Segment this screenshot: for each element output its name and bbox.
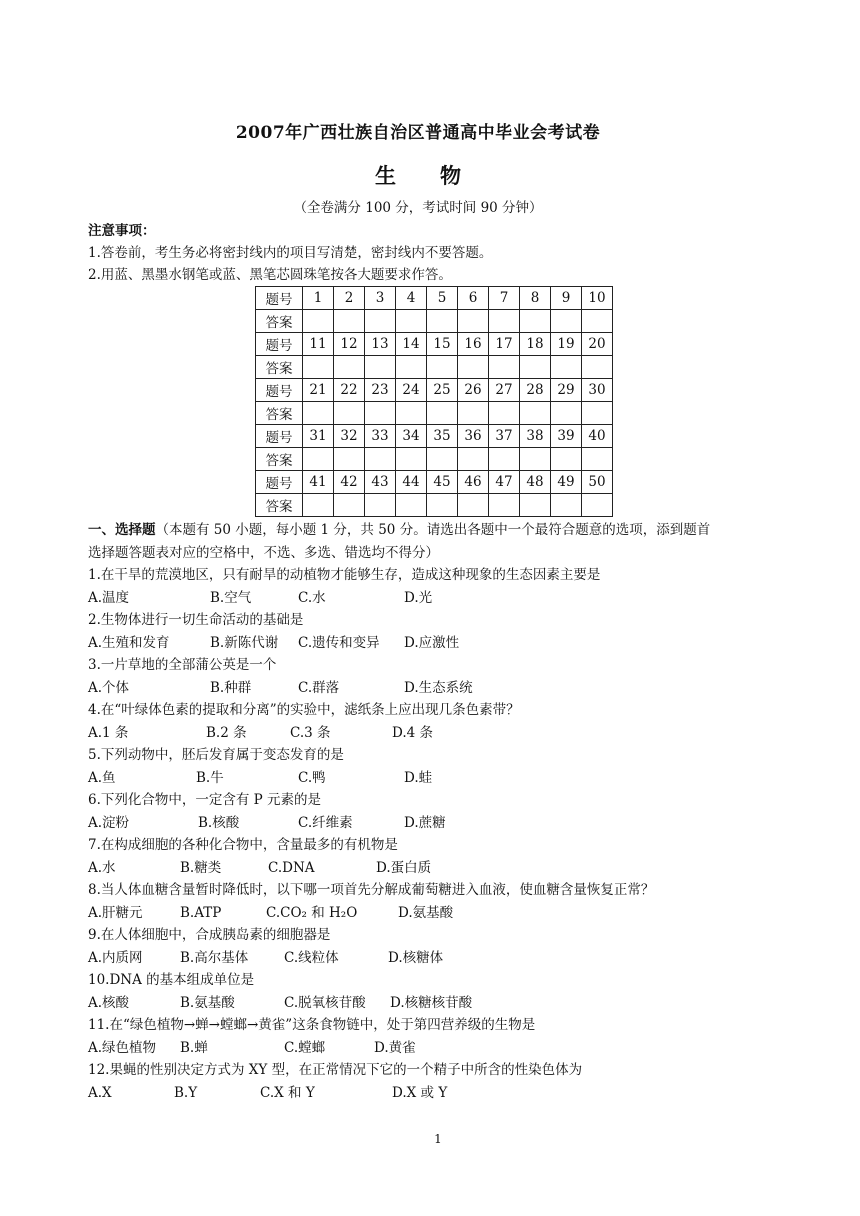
question-stem: 4.在“叶绿体色素的提取和分离”的实验中，滤纸条上应出现几条色素带？	[88, 702, 520, 718]
question-number-cell: 13	[365, 333, 396, 356]
option-d: D.核糖体	[388, 949, 444, 966]
question-number-cell: 20	[582, 333, 613, 356]
option-c: C.CO₂ 和 H₂O	[266, 904, 358, 921]
answer-cell[interactable]	[489, 356, 520, 379]
row-label-answer: 答案	[256, 402, 303, 425]
question-stem: 9.在人体细胞中，合成胰岛素的细胞器是	[88, 927, 331, 943]
answer-cell[interactable]	[520, 448, 551, 471]
answer-row	[256, 356, 613, 379]
question-number-cell: 33	[365, 425, 396, 448]
score-time-note: （全卷满分 100 分，考试时间 90 分钟）	[293, 200, 543, 216]
answer-cell[interactable]	[396, 402, 427, 425]
question-number-cell: 44	[396, 471, 427, 494]
answer-cell[interactable]	[303, 356, 334, 379]
option-d: D.蔗糖	[404, 814, 446, 831]
answer-cell[interactable]	[489, 310, 520, 333]
question-number-cell: 27	[489, 379, 520, 402]
row-label-answer: 答案	[256, 310, 303, 333]
question-options	[88, 947, 788, 970]
question-number-cell: 9	[551, 287, 582, 310]
option-c: C.线粒体	[284, 949, 339, 966]
question-number-cell: 4	[396, 287, 427, 310]
answer-cell[interactable]	[582, 310, 613, 333]
option-d: D.核糖核苷酸	[390, 994, 473, 1011]
answer-cell[interactable]	[551, 310, 582, 333]
option-d: D.氨基酸	[398, 904, 454, 921]
question-number-cell: 36	[458, 425, 489, 448]
option-a: A.鱼	[88, 769, 116, 786]
option-c: C.鸭	[298, 769, 326, 786]
subject-title	[88, 160, 748, 190]
row-label-answer: 答案	[256, 494, 303, 517]
answer-cell[interactable]	[458, 494, 489, 517]
option-d: D.光	[404, 589, 433, 606]
answer-cell[interactable]	[582, 448, 613, 471]
question-number-cell: 46	[458, 471, 489, 494]
section-instruction-a: （本题有 50 小题，每小题 1 分，共 50 分。请选出各题中一个最符合题意的选项，添到题首	[155, 522, 711, 538]
option-c: C.水	[298, 589, 326, 606]
answer-cell[interactable]	[427, 356, 458, 379]
exam-title: 2007年广西壮族自治区普通高中毕业会考试卷	[235, 123, 601, 143]
question-stem: 1.在干旱的荒漠地区，只有耐旱的动植物才能够生存，造成这种现象的生态因素主要是	[88, 567, 601, 583]
subject-char-2: 物	[440, 163, 461, 188]
option-b: B.高尔基体	[180, 949, 249, 966]
option-d: D.4 条	[392, 724, 434, 741]
row-label-question: 题号	[256, 333, 303, 356]
section-title: 一、选择题	[88, 522, 156, 538]
option-b: B.牛	[196, 769, 224, 786]
option-d: D.X 或 Y	[392, 1084, 448, 1101]
question-number-row	[256, 471, 613, 494]
answer-cell[interactable]	[520, 402, 551, 425]
option-c: C.群落	[298, 679, 340, 696]
question-list	[88, 564, 788, 1104]
answer-cell[interactable]	[582, 494, 613, 517]
question-number-row	[256, 287, 613, 310]
answer-cell[interactable]	[303, 402, 334, 425]
question-number-cell: 42	[334, 471, 365, 494]
option-a: A.1 条	[88, 724, 129, 741]
question-stem: 8.当人体血糖含量暂时降低时，以下哪一项首先分解成葡萄糖进入血液，使血糖含量恢复正常？	[88, 882, 655, 898]
option-d: D.生态系统	[404, 679, 473, 696]
question-options	[88, 1037, 788, 1060]
question-number-cell: 10	[582, 287, 613, 310]
answer-cell[interactable]	[458, 448, 489, 471]
answer-cell[interactable]	[520, 494, 551, 517]
option-a: A.绿色植物	[88, 1039, 157, 1056]
question-number-cell: 37	[489, 425, 520, 448]
question-options	[88, 902, 788, 925]
answer-cell[interactable]	[334, 448, 365, 471]
option-d: D.蛋白质	[376, 859, 432, 876]
question-options	[88, 812, 788, 835]
section-choice	[88, 519, 788, 1104]
answer-cell[interactable]	[396, 356, 427, 379]
question-stem: 7.在构成细胞的各种化合物中，含量最多的有机物是	[88, 837, 398, 853]
question-options	[88, 767, 788, 790]
question-stem: 2.生物体进行一切生命活动的基础是	[88, 612, 304, 628]
answer-cell[interactable]	[396, 310, 427, 333]
note-item: 1.答卷前，考生务必将密封线内的项目写清楚，密封线内不要答题。	[88, 245, 493, 261]
question-number-cell: 2	[334, 287, 365, 310]
answer-cell[interactable]	[520, 310, 551, 333]
answer-cell[interactable]	[458, 310, 489, 333]
question-number-cell: 45	[427, 471, 458, 494]
answer-row	[256, 402, 613, 425]
question-number-cell: 39	[551, 425, 582, 448]
option-a: A.内质网	[88, 949, 143, 966]
answer-table	[255, 286, 613, 517]
option-b: B.2 条	[206, 724, 247, 741]
question-number-cell: 26	[458, 379, 489, 402]
question-number-cell: 35	[427, 425, 458, 448]
option-b: B.氨基酸	[180, 994, 235, 1011]
option-d: D.应激性	[404, 634, 460, 651]
question-number-cell: 23	[365, 379, 396, 402]
question-number-row	[256, 333, 613, 356]
question-number-cell: 12	[334, 333, 365, 356]
row-label-question: 题号	[256, 287, 303, 310]
option-c: C.纤维素	[298, 814, 353, 831]
question-options	[88, 857, 788, 880]
option-b: B.核酸	[198, 814, 240, 831]
question-stem: 10.DNA 的基本组成单位是	[88, 972, 255, 988]
question-number-cell: 1	[303, 287, 334, 310]
notes-heading: 注意事项：	[88, 223, 156, 239]
question-stem: 3.一片草地的全部蒲公英是一个	[88, 657, 277, 673]
answer-cell[interactable]	[458, 356, 489, 379]
answer-cell[interactable]	[365, 310, 396, 333]
question-number-cell: 6	[458, 287, 489, 310]
question-number-cell: 34	[396, 425, 427, 448]
option-c: C.脱氧核苷酸	[284, 994, 366, 1011]
option-c: C.3 条	[290, 724, 331, 741]
question-number-cell: 41	[303, 471, 334, 494]
question-number-cell: 28	[520, 379, 551, 402]
question-number-cell: 15	[427, 333, 458, 356]
answer-cell[interactable]	[582, 356, 613, 379]
question-number-cell: 21	[303, 379, 334, 402]
option-a: A.生殖和发育	[88, 634, 170, 651]
question-number-cell: 24	[396, 379, 427, 402]
question-stem: 12.果蝇的性别决定方式为 XY 型，在正常情况下它的一个精子中所含的性染色体为	[88, 1062, 583, 1078]
section-heading	[88, 519, 788, 542]
option-a: A.肝糖元	[88, 904, 143, 921]
answer-cell[interactable]	[365, 402, 396, 425]
subject-char-1: 生	[375, 163, 396, 188]
answer-row	[256, 310, 613, 333]
question-number-cell: 32	[334, 425, 365, 448]
answer-row	[256, 494, 613, 517]
question-stem: 6.下列化合物中，一定含有 P 元素的是	[88, 792, 322, 808]
row-label-answer: 答案	[256, 448, 303, 471]
option-b: B.空气	[210, 589, 252, 606]
option-a: A.个体	[88, 679, 130, 696]
row-label-question: 题号	[256, 425, 303, 448]
answer-cell[interactable]	[396, 494, 427, 517]
option-c: C.X 和 Y	[260, 1084, 315, 1101]
question-options	[88, 632, 788, 655]
row-label-question: 题号	[256, 379, 303, 402]
question-options	[88, 587, 788, 610]
question-number-cell: 48	[520, 471, 551, 494]
question-number-cell: 43	[365, 471, 396, 494]
question-stem: 11.在“绿色植物→蝉→螳螂→黄雀”这条食物链中，处于第四营养级的生物是	[88, 1017, 536, 1033]
question-number-cell: 38	[520, 425, 551, 448]
answer-cell[interactable]	[551, 356, 582, 379]
option-a: A.温度	[88, 589, 130, 606]
question-options	[88, 677, 788, 700]
question-number-cell: 30	[582, 379, 613, 402]
question-options	[88, 1082, 788, 1105]
question-number-row	[256, 425, 613, 448]
answer-cell[interactable]	[303, 310, 334, 333]
answer-cell[interactable]	[427, 402, 458, 425]
answer-cell[interactable]	[489, 448, 520, 471]
answer-cell[interactable]	[396, 448, 427, 471]
question-options	[88, 992, 788, 1015]
answer-cell[interactable]	[551, 402, 582, 425]
option-b: B.蝉	[180, 1039, 208, 1056]
question-number-cell: 49	[551, 471, 582, 494]
answer-cell[interactable]	[365, 356, 396, 379]
option-a: A.淀粉	[88, 814, 130, 831]
question-number-cell: 31	[303, 425, 334, 448]
question-number-cell: 14	[396, 333, 427, 356]
answer-cell[interactable]	[303, 448, 334, 471]
option-c: C.螳螂	[284, 1039, 326, 1056]
question-number-cell: 3	[365, 287, 396, 310]
question-number-cell: 25	[427, 379, 458, 402]
question-number-cell: 11	[303, 333, 334, 356]
question-number-cell: 7	[489, 287, 520, 310]
answer-cell[interactable]	[334, 494, 365, 517]
option-b: B.ATP	[180, 904, 222, 921]
answer-cell[interactable]	[489, 494, 520, 517]
question-number-cell: 47	[489, 471, 520, 494]
answer-cell[interactable]	[489, 402, 520, 425]
question-number-cell: 19	[551, 333, 582, 356]
answer-cell[interactable]	[582, 402, 613, 425]
option-a: A.X	[88, 1084, 112, 1101]
answer-cell[interactable]	[365, 448, 396, 471]
question-number-cell: 50	[582, 471, 613, 494]
option-b: B.新陈代谢	[210, 634, 279, 651]
answer-cell[interactable]	[551, 494, 582, 517]
section-instruction-b: 选择题答题表对应的空格中，不选、多选、错选均不得分）	[88, 544, 439, 561]
row-label-question: 题号	[256, 471, 303, 494]
option-c: C.遗传和变异	[298, 634, 380, 651]
question-number-cell: 40	[582, 425, 613, 448]
option-c: C.DNA	[268, 859, 315, 876]
option-b: B.糖类	[180, 859, 222, 876]
answer-cell[interactable]	[458, 402, 489, 425]
answer-cell[interactable]	[303, 494, 334, 517]
question-number-row	[256, 379, 613, 402]
answer-cell[interactable]	[427, 494, 458, 517]
question-stem: 5.下列动物中，胚后发育属于变态发育的是	[88, 747, 344, 763]
question-number-cell: 17	[489, 333, 520, 356]
note-item: 2.用蓝、黑墨水钢笔或蓝、黑笔芯圆珠笔按各大题要求作答。	[88, 267, 452, 283]
option-a: A.水	[88, 859, 116, 876]
answer-cell[interactable]	[334, 402, 365, 425]
answer-cell[interactable]	[520, 356, 551, 379]
question-number-cell: 29	[551, 379, 582, 402]
option-d: D.黄雀	[374, 1039, 416, 1056]
option-d: D.蛙	[404, 769, 433, 786]
row-label-answer: 答案	[256, 356, 303, 379]
question-number-cell: 22	[334, 379, 365, 402]
answer-cell[interactable]	[427, 448, 458, 471]
option-b: B.Y	[174, 1084, 198, 1101]
notes-section	[88, 220, 492, 286]
answer-cell[interactable]	[551, 448, 582, 471]
question-options	[88, 722, 788, 745]
answer-row	[256, 448, 613, 471]
answer-cell[interactable]	[334, 310, 365, 333]
answer-cell[interactable]	[427, 310, 458, 333]
answer-cell[interactable]	[365, 494, 396, 517]
option-b: B.种群	[210, 679, 252, 696]
question-number-cell: 5	[427, 287, 458, 310]
page-number: 1	[434, 1132, 442, 1146]
answer-cell[interactable]	[334, 356, 365, 379]
option-a: A.核酸	[88, 994, 130, 1011]
question-number-cell: 16	[458, 333, 489, 356]
question-number-cell: 8	[520, 287, 551, 310]
question-number-cell: 18	[520, 333, 551, 356]
